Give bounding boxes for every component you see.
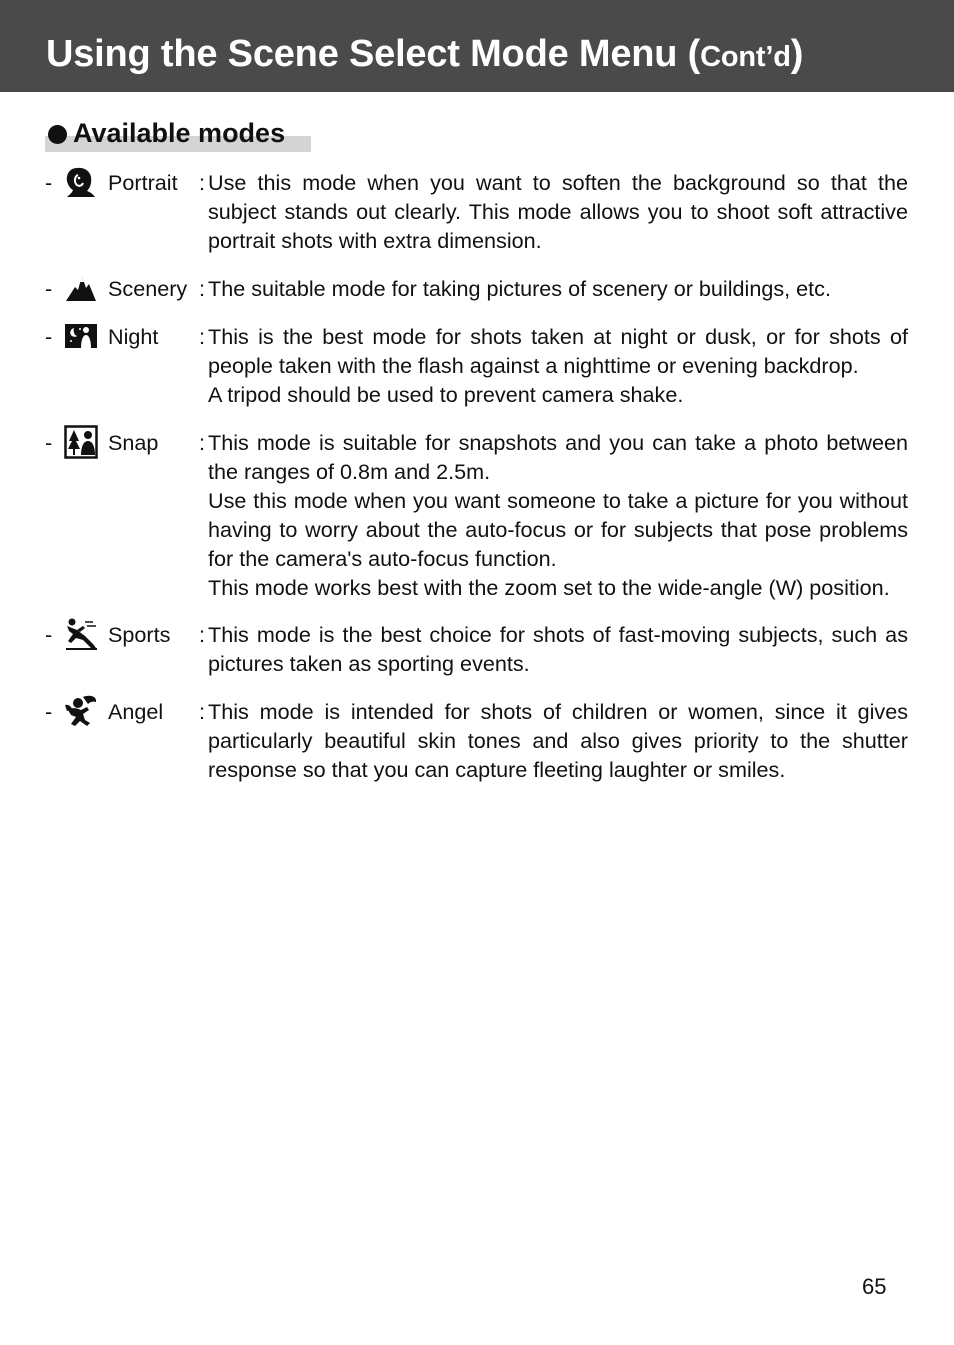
header-bar (0, 0, 954, 92)
list-dash: - (45, 324, 53, 349)
description-paragraph: The suitable mode for taking pictures of scenery or buildings, etc. (208, 276, 831, 301)
mode-name: Scenery (108, 276, 188, 301)
title-close: ) (790, 33, 804, 75)
list-dash: - (45, 170, 53, 195)
description-paragraph: This is the best mode for shots taken at night or dusk, or for shots of people taken with the flash against a nighttime or evening backdrop. (208, 324, 908, 378)
night-icon (63, 318, 99, 354)
description-paragraph: This mode is intended for shots of children or women, since it gives particularly beautiful skin tones and also gives priority to the shutter response so that you can capture fleeting laughter or smiles. (208, 699, 908, 782)
mode-name: Sports (108, 622, 171, 647)
portrait-icon (63, 164, 99, 200)
mode-description (208, 322, 908, 409)
description-paragraph: This mode is suitable for snapshots and you can take a photo between the ranges of 0.8m and 2.5m. (208, 430, 908, 484)
list-dash: - (45, 430, 53, 455)
mode-description (208, 620, 908, 678)
mode-colon: : (199, 430, 205, 455)
page-title (46, 33, 803, 76)
mode-description (208, 428, 908, 602)
title-contd: Cont’d (700, 41, 791, 73)
list-dash: - (45, 276, 53, 301)
list-dash: - (45, 622, 53, 647)
description-paragraph: Use this mode when you want to soften the background so that the subject stands out clearly. This mode allows you to shoot soft attractive portrait shots with extra dimension. (208, 170, 908, 253)
bullet-icon (48, 125, 67, 144)
description-paragraph: This mode works best with the zoom set to the wide-angle (W) position. (208, 575, 890, 600)
angel-icon (63, 693, 99, 729)
mode-colon: : (199, 699, 205, 724)
mode-colon: : (199, 170, 205, 195)
mode-name: Night (108, 324, 159, 349)
mode-description (208, 274, 908, 303)
mode-colon: : (199, 622, 205, 647)
description-paragraph: A tripod should be used to prevent camera shake. (208, 382, 684, 407)
section-heading (45, 118, 311, 152)
title-main: Using the Scene Select Mode Menu ( (46, 33, 701, 75)
section-title: Available modes (73, 118, 286, 148)
mode-colon: : (199, 276, 205, 301)
list-dash: - (45, 699, 53, 724)
scenery-icon (63, 270, 99, 306)
mode-name: Portrait (108, 170, 178, 195)
mode-colon: : (199, 324, 205, 349)
mode-name: Snap (108, 430, 159, 455)
mode-name: Angel (108, 699, 164, 724)
description-paragraph: This mode is the best choice for shots of fast-moving subjects, such as pictures taken as sporting events. (208, 622, 908, 676)
description-paragraph: Use this mode when you want someone to take a picture for you without having to worry about the auto-focus or for subjects that pose problems for the camera's auto-focus function. (208, 488, 908, 571)
snap-icon (63, 424, 99, 460)
sports-icon (63, 616, 99, 652)
mode-description (208, 697, 908, 784)
mode-description (208, 168, 908, 255)
page-number: 65 (862, 1274, 887, 1299)
